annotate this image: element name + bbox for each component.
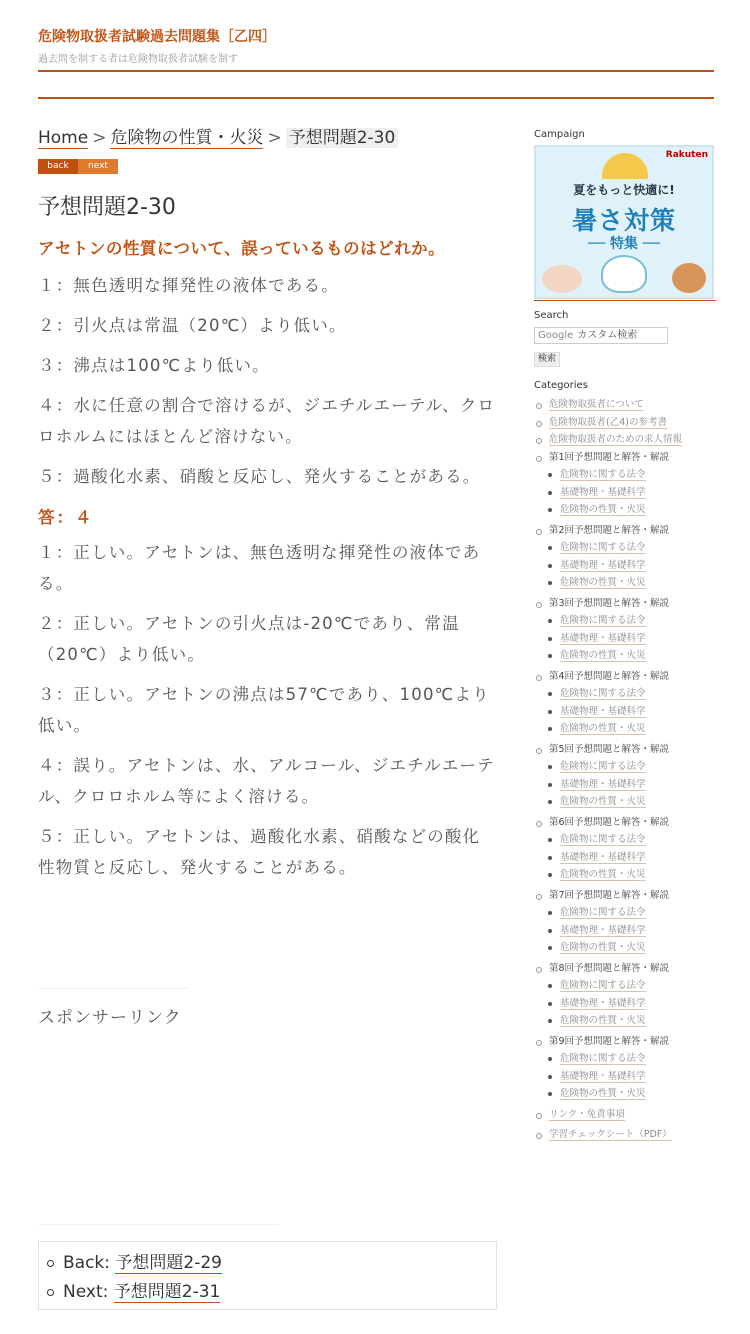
subcategory-item	[534, 501, 716, 519]
subcategory-item-link[interactable]: 危険物に関する法令	[560, 615, 646, 626]
subcategory-item-link[interactable]: 危険物に関する法令	[560, 542, 646, 553]
subcategory-item	[534, 776, 716, 794]
campaign-headline: 暑さ対策	[571, 206, 676, 235]
subcategory-item	[534, 466, 716, 484]
subcategory-item	[534, 904, 716, 922]
exam-category-label: 第9回予想問題と解答・解説	[549, 1035, 670, 1047]
categories-list	[534, 396, 716, 1147]
subcategory-item-link[interactable]: 基礎物理・基礎科学	[560, 559, 646, 571]
subcategory-item-link[interactable]: 危険物に関する法令	[560, 907, 646, 918]
campaign-banner[interactable]	[534, 145, 714, 299]
back-button[interactable]: back	[38, 159, 78, 174]
subcategory-item-link[interactable]: 危険物の性質・火災	[560, 1015, 646, 1026]
choice-item: ２：引火点は常温（20℃）より低い。	[38, 316, 347, 335]
subcategory-item	[534, 612, 716, 630]
category-item	[534, 431, 716, 449]
exam-category-label: 第3回予想問題と解答・解説	[549, 597, 670, 609]
subcategory-item-link[interactable]: 危険物に関する法令	[560, 980, 646, 991]
category-item-link[interactable]: 学習チェックシート（PDF）	[549, 1129, 672, 1140]
explanation-item: ５：正しい。アセトンは、過酸化水素、硝酸などの酸化性物質と反応し、発火することがある。	[38, 827, 481, 877]
choice-item: ３：沸点は100℃より低い。	[38, 356, 270, 375]
subcategory-item	[534, 720, 716, 738]
campaign-divider	[534, 300, 716, 301]
search-placeholder: カスタム検索	[577, 330, 638, 341]
breadcrumb-home-link[interactable]: Home	[38, 128, 89, 148]
exam-category-item	[534, 1033, 716, 1051]
subcategory-item	[534, 1012, 716, 1030]
exam-category-item	[534, 449, 716, 467]
prev-label: Back:	[63, 1253, 110, 1273]
category-item-link[interactable]: 危険物取扱者(乙4)の参考書	[549, 416, 667, 428]
campaign-title: Campaign	[534, 129, 585, 140]
subcategory-item-link[interactable]: 危険物の性質・火災	[560, 869, 646, 880]
exam-category-label: 第1回予想問題と解答・解説	[549, 451, 670, 463]
campaign-tag: ── 特集 ──	[588, 236, 660, 252]
choice-item: ５：過酸化水素、硝酸と反応し、発火することがある。	[38, 467, 481, 486]
subcategory-item	[534, 1068, 716, 1086]
categories-title: Categories	[534, 380, 588, 391]
subcategory-item-link[interactable]: 基礎物理・基礎科学	[560, 705, 646, 717]
polar-bear-illustration	[601, 255, 647, 293]
explanations-list	[38, 537, 498, 883]
next-button[interactable]: next	[78, 159, 118, 174]
next-label: Next:	[63, 1282, 109, 1302]
exam-category-label: 第2回予想問題と解答・解説	[549, 524, 670, 536]
explanation-item: １：正しい。アセトンは、無色透明な揮発性の液体である。	[38, 543, 481, 593]
breadcrumb	[38, 126, 498, 150]
site-description: 過去問を制する者は危険物取扱者試験を制す	[38, 54, 238, 65]
choice-item: ４：水に任意の割合で溶けるが、ジエチルエーテル、クロロホルムにはほとんど溶けない。	[38, 396, 496, 446]
subcategory-item-link[interactable]: 危険物の性質・火災	[560, 577, 646, 588]
subcategory-item-link[interactable]: 基礎物理・基礎科学	[560, 1070, 646, 1082]
google-logo: Google	[538, 330, 574, 341]
subcategory-item	[534, 1050, 716, 1068]
subcategory-item-link[interactable]: 危険物に関する法令	[560, 469, 646, 480]
campaign-subtitle: 夏をもっと快適に!	[573, 183, 675, 197]
sponsor-divider	[38, 988, 188, 989]
subcategory-item	[534, 977, 716, 995]
exam-category-item	[534, 960, 716, 978]
choice-item: １：無色透明な揮発性の液体である。	[38, 276, 339, 295]
subcategory-item-link[interactable]: 危険物の性質・火災	[560, 650, 646, 661]
subcategory-item-link[interactable]: 危険物に関する法令	[560, 761, 646, 772]
question-text: アセトンの性質について、誤っているものはどれか。	[38, 239, 446, 258]
next-link-item	[63, 1278, 496, 1307]
subcategory-item	[534, 922, 716, 940]
subcategory-item-link[interactable]: 危険物の性質・火災	[560, 504, 646, 515]
exam-category-item	[534, 595, 716, 613]
subcategory-item	[534, 703, 716, 721]
site-title[interactable]: 危険物取扱者試験過去問題集［乙四］	[38, 29, 276, 45]
subcategory-item-link[interactable]: 基礎物理・基礎科学	[560, 851, 646, 863]
exam-category-item	[534, 522, 716, 540]
next-article-link[interactable]: 予想問題2-31	[113, 1282, 221, 1302]
subcategory-item-link[interactable]: 基礎物理・基礎科学	[560, 924, 646, 936]
pager-buttons	[38, 159, 498, 175]
category-gap	[534, 1144, 716, 1147]
subcategory-item-link[interactable]: 基礎物理・基礎科学	[560, 486, 646, 498]
subcategory-item	[534, 630, 716, 648]
subcategory-item	[534, 1085, 716, 1103]
exam-category-label: 第4回予想問題と解答・解説	[549, 670, 670, 682]
main-content	[38, 126, 498, 892]
subcategory-item	[534, 484, 716, 502]
exam-category-item	[534, 741, 716, 759]
subcategory-item	[534, 995, 716, 1013]
answer-text: 答：４	[38, 508, 94, 527]
category-item	[534, 1106, 716, 1124]
nav-divider	[38, 97, 714, 99]
prev-next-nav	[38, 1241, 497, 1310]
subcategory-item	[534, 574, 716, 592]
pillow-illustration	[542, 265, 582, 293]
search-widget	[534, 309, 716, 367]
subcategory-item-link[interactable]: 危険物に関する法令	[560, 688, 646, 699]
subcategory-item-link[interactable]: 危険物の性質・火災	[560, 723, 646, 734]
subcategory-item-link[interactable]: 危険物に関する法令	[560, 1053, 646, 1064]
explanation-item: ３：正しい。アセトンの沸点は57℃であり、100℃より低い。	[38, 685, 490, 735]
subcategory-item	[534, 793, 716, 811]
subcategory-item	[534, 849, 716, 867]
subcategory-item-link[interactable]: 危険物の性質・火災	[560, 1088, 646, 1099]
subcategory-item	[534, 539, 716, 557]
dog-illustration	[672, 263, 706, 293]
prev-link-item	[63, 1249, 496, 1278]
subcategory-item-link[interactable]: 基礎物理・基礎科学	[560, 632, 646, 644]
subcategory-item-link[interactable]: 基礎物理・基礎科学	[560, 778, 646, 790]
explanation-item: ４：誤り。アセトンは、水、アルコール、ジエチルエーテル、クロロホルム等によく溶ける。	[38, 756, 495, 806]
search-title: Search	[534, 310, 569, 321]
exam-category-item	[534, 814, 716, 832]
exam-category-label: 第7回予想問題と解答・解説	[549, 889, 670, 901]
category-item-link[interactable]: 危険物取扱者について	[549, 399, 644, 410]
breadcrumb-current: 予想問題2-30	[286, 128, 399, 148]
subcategory-item	[534, 685, 716, 703]
sun-icon	[602, 153, 648, 179]
rakuten-logo: Rakuten	[665, 150, 708, 160]
subcategory-item	[534, 557, 716, 575]
explanation-item: ２：正しい。アセトンの引火点は-20℃であり、常温（20℃）より低い。	[38, 614, 460, 664]
exam-category-label: 第6回予想問題と解答・解説	[549, 816, 670, 828]
subcategory-item-link[interactable]: 危険物に関する法令	[560, 834, 646, 845]
category-item	[534, 396, 716, 414]
category-item-link[interactable]: 危険物取扱者のための求人情報	[549, 434, 683, 445]
page-title: 予想問題2-30	[38, 195, 176, 220]
subcategory-item-link[interactable]: 危険物の性質・火災	[560, 942, 646, 953]
exam-category-label: 第8回予想問題と解答・解説	[549, 962, 670, 974]
prev-article-link[interactable]: 予想問題2-29	[115, 1253, 222, 1273]
subcategory-item	[534, 866, 716, 884]
category-item	[534, 1126, 716, 1144]
exam-category-label: 第5回予想問題と解答・解説	[549, 743, 670, 755]
exam-category-item	[534, 668, 716, 686]
sponsor-label: スポンサーリンク	[38, 1008, 182, 1028]
subcategory-item-link[interactable]: 基礎物理・基礎科学	[560, 997, 646, 1009]
category-item	[534, 414, 716, 432]
breadcrumb-category-link[interactable]: 危険物の性質・火災	[110, 128, 264, 148]
subcategory-item	[534, 939, 716, 957]
subcategory-item	[534, 647, 716, 665]
header-divider	[38, 70, 714, 72]
breadcrumb-separator: >	[92, 128, 107, 148]
category-item-link[interactable]: リンク・免責事項	[549, 1108, 625, 1120]
ad-divider	[38, 1224, 278, 1225]
sidebar	[534, 128, 716, 1147]
subcategory-item	[534, 758, 716, 776]
breadcrumb-separator: >	[267, 128, 282, 148]
search-button[interactable]: 検索	[534, 352, 560, 367]
search-input[interactable]	[534, 327, 668, 344]
subcategory-item-link[interactable]: 危険物の性質・火災	[560, 796, 646, 807]
subcategory-item	[534, 831, 716, 849]
choices-list	[38, 270, 498, 492]
exam-category-item	[534, 887, 716, 905]
